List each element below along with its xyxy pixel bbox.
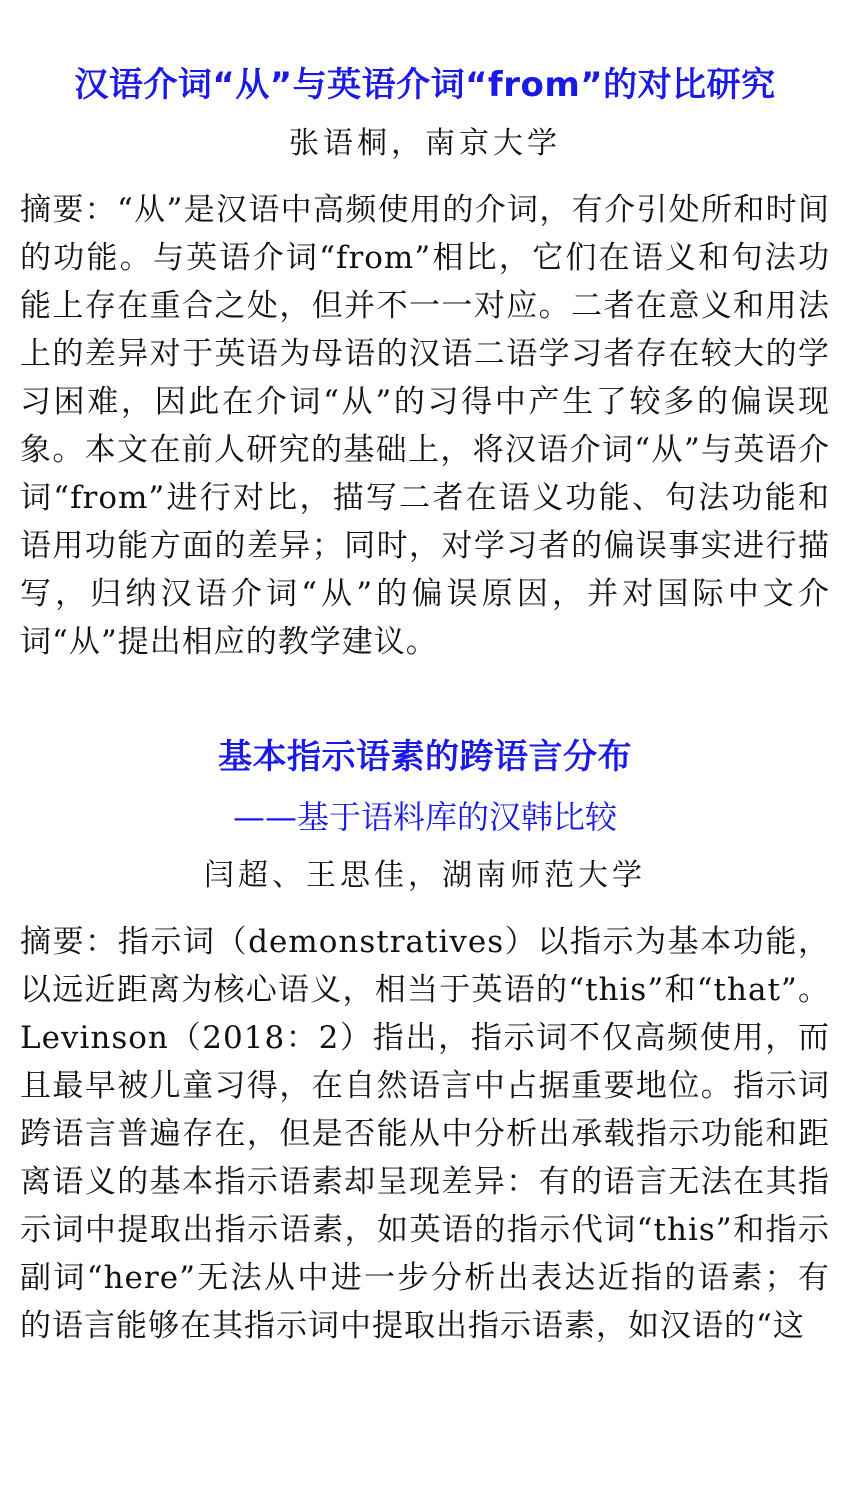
article-abstract [20,186,830,666]
abstract-label: 摘要： [20,192,117,228]
abstract-text: “从”是汉语中高频使用的介词，有介引处所和时间的功能。与英语介词“from”相比，它们在语义和句法功能上存在重合之处，但并不一一对应。二者在意义和用法上的差异对于英语为母语的汉语二语学习者存在较大的学习困难，因此在介词“从”的习得中产生了较多的偏误现象。本文在前人研究的基础上，将汉语介词“从”与英语介词“from”进行对比，描写二者在语义功能、句法功能和语用功能方面的差异；同时，对学习者的偏误事实进行描写，归纳汉语介词“从”的偏误原因，并对国际中文介词“从”提出相应的教学建议。 [20,192,830,660]
abstract-text: 指示词（demonstratives）以指示为基本功能，以远近距离为核心语义，相当于英语的“this”和“that”。Levinson（2018：2）指出，指示词不仅高频使用，而且最早被儿童习得，在自然语言中占据重要地位。指示词跨语言普遍存在，但是否能从中分析出承载指示功能和距离语义的基本指示语素却呈现差异：有的语言无法在其指示词中提取出指示语素，如英语的指示代词“this”和指示副词“here”无法从中进一步分析出表达近指的语素；有的语言能够在其指示词中提取出指示语素，如汉语的“这 [20,924,830,1344]
article-1 [0,0,850,666]
article-abstract [20,918,830,1350]
article-title: 基本指示语素的跨语言分布 [218,737,632,777]
article-subtitle: ——基于语料库的汉韩比较 [232,798,617,836]
article-title: 汉语介词“从”与英语介词“from”的对比研究 [74,65,776,105]
article-authors: 张语桐，南京大学 [289,126,561,161]
article-authors: 闫超、王思佳，湖南师范大学 [204,858,646,893]
abstract-label: 摘要： [20,924,118,960]
article-2 [0,734,850,1350]
